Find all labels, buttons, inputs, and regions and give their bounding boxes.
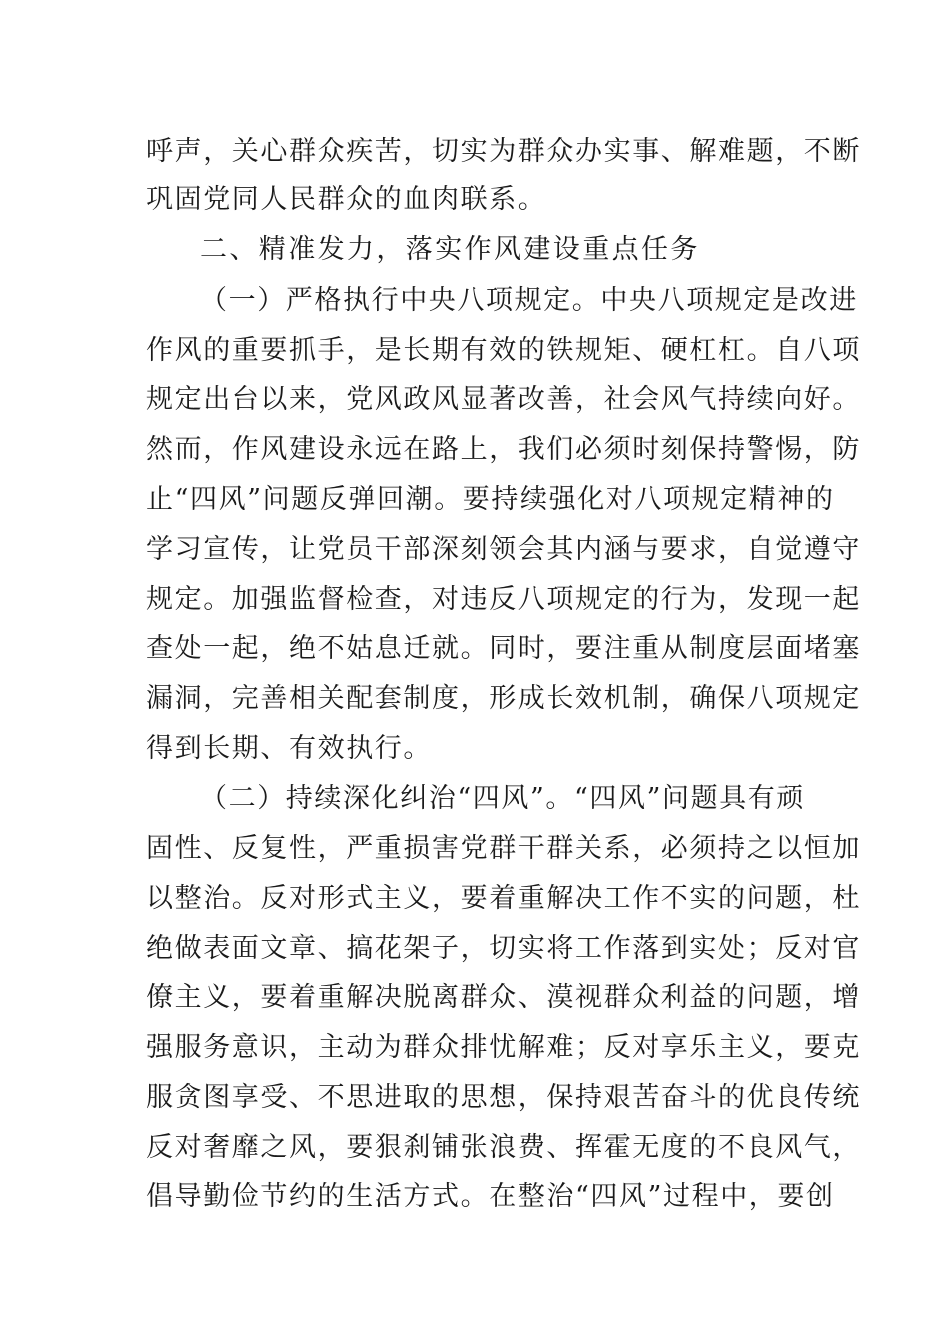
- text-line: 服贪图享受、不思进取的思想，保持艰苦奋斗的优良传统: [146, 1082, 861, 1113]
- text-line: 绝做表面文章、搞花架子，切实将工作落到实处；反对官: [146, 933, 861, 964]
- text-line: 规定。加强监督检查，对违反八项规定的行为，发现一起: [146, 584, 861, 615]
- text-line: 然而，作风建设永远在路上，我们必须时刻保持警惕，防: [146, 434, 861, 465]
- text-line: 呼声，关心群众疾苦，切实为群众办实事、解难题，不断: [146, 136, 861, 167]
- text-line: 得到长期、有效执行。: [146, 733, 432, 764]
- text-line: 漏洞，完善相关配套制度，形成长效机制，确保八项规定: [146, 683, 861, 714]
- text-line: 巩固党同人民群众的血肉联系。: [146, 184, 547, 215]
- text-line: 僚主义，要着重解决脱离群众、漠视群众利益的问题，增: [146, 982, 861, 1013]
- text-line: （二）持续深化纠治“四风”。“四风”问题具有顽: [200, 783, 806, 814]
- text-line: 查处一起，绝不姑息迁就。同时，要注重从制度层面堵塞: [146, 633, 861, 664]
- text-line: 学习宣传，让党员干部深刻领会其内涵与要求，自觉遵守: [146, 534, 861, 565]
- text-line: 止“四风”问题反弹回潮。要持续强化对八项规定精神的: [146, 484, 835, 515]
- text-line: （一）严格执行中央八项规定。中央八项规定是改进: [200, 285, 858, 316]
- text-line: 强服务意识，主动为群众排忧解难；反对享乐主义，要克: [146, 1032, 861, 1063]
- text-line: 反对奢靡之风，要狠刹铺张浪费、挥霍无度的不良风气，: [146, 1132, 861, 1163]
- section-heading: 二、精准发力，落实作风建设重点任务: [200, 234, 700, 265]
- text-line: 固性、反复性，严重损害党群干群关系，必须持之以恒加: [146, 833, 861, 864]
- text-line: 作风的重要抓手，是长期有效的铁规矩、硬杠杠。自八项: [146, 335, 861, 366]
- text-line: 倡导勤俭节约的生活方式。在整治“四风”过程中，要创: [146, 1181, 835, 1212]
- text-line: 规定出台以来，党风政风显著改善，社会风气持续向好。: [146, 384, 861, 415]
- text-line: 以整治。反对形式主义，要着重解决工作不实的问题，杜: [146, 883, 861, 914]
